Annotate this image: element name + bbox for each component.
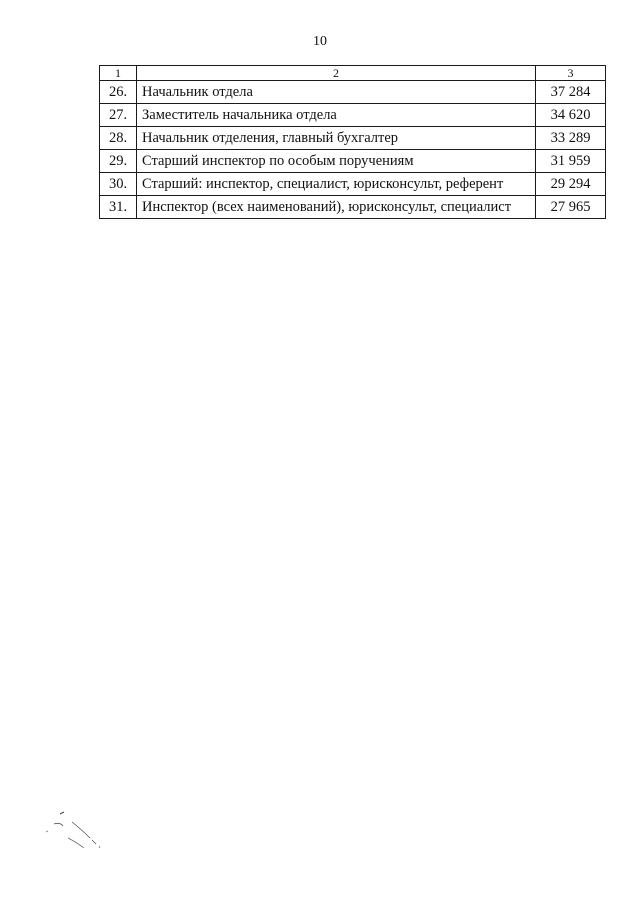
row-number: 30. (100, 173, 137, 196)
salary-amount: 27 965 (536, 196, 606, 219)
column-header-position: 2 (137, 66, 536, 81)
table-header-row (100, 66, 606, 81)
row-number: 31. (100, 196, 137, 219)
row-number: 27. (100, 104, 137, 127)
position-title: Инспектор (всех наименований), юрисконсульт, специалист (137, 196, 536, 219)
row-number: 29. (100, 150, 137, 173)
position-title: Начальник отдела (137, 81, 536, 104)
position-title: Начальник отделения, главный бухгалтер (137, 127, 536, 150)
page-number: 10 (313, 34, 327, 49)
table-row (100, 104, 606, 127)
position-title: Старший инспектор по особым поручениям (137, 150, 536, 173)
table-row (100, 150, 606, 173)
salary-table (99, 65, 606, 219)
column-header-amount: 3 (536, 66, 606, 81)
salary-amount: 31 959 (536, 150, 606, 173)
table-row (100, 81, 606, 104)
table-row (100, 173, 606, 196)
row-number: 26. (100, 81, 137, 104)
salary-amount: 33 289 (536, 127, 606, 150)
row-number: 28. (100, 127, 137, 150)
salary-amount: 37 284 (536, 81, 606, 104)
ink-scribble-mark (44, 808, 124, 858)
salary-amount: 34 620 (536, 104, 606, 127)
table-row (100, 196, 606, 219)
table-row (100, 127, 606, 150)
position-title: Заместитель начальника отдела (137, 104, 536, 127)
column-header-number: 1 (100, 66, 137, 81)
position-title: Старший: инспектор, специалист, юрисконсульт, референт (137, 173, 536, 196)
salary-amount: 29 294 (536, 173, 606, 196)
